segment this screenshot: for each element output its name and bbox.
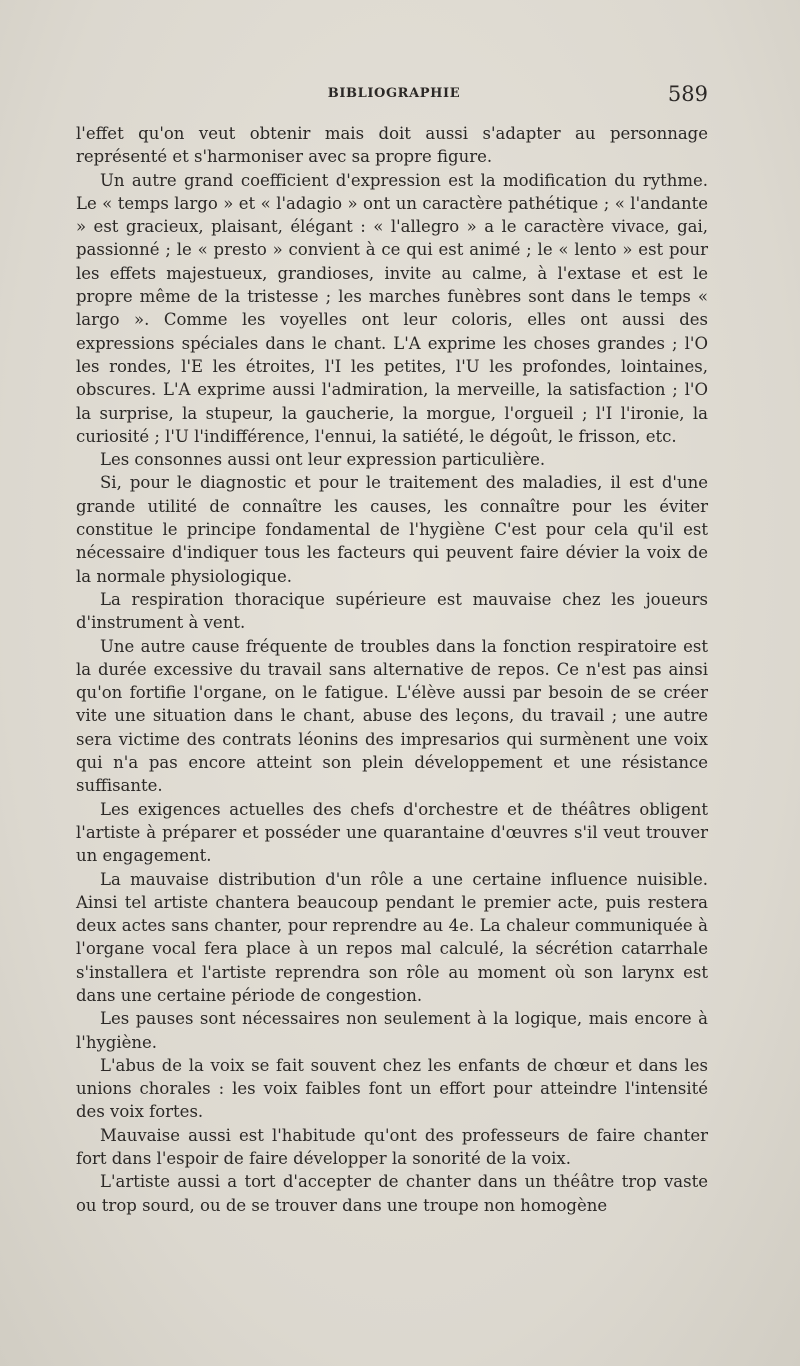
paragraph: L'artiste aussi a tort d'accepter de chanter dans un théâtre trop vaste ou trop sourd, ou de se trouver dans une troupe non homogène bbox=[76, 1172, 708, 1215]
body-text bbox=[76, 122, 708, 1217]
paragraph: Mauvaise aussi est l'habitude qu'ont des professeurs de faire chanter fort dans l'espoir de faire développer la sonorité de la voix. bbox=[76, 1125, 708, 1169]
paragraph: Un autre grand coefficient d'expression est la modification du rythme. Le « temps largo » et « l'adagio » ont un caractère pathétique ; « l'andante » est gracieux, plaisant, élégant : « l'allegro » a le caractère vivace, gai, passionné ; le « presto » convient à ce qui est animé ; le « lento » est pour les effets majestueux, grandioses, invite au calme, à l'extase et est le propre même de la tristesse ; les marches funèbres sont dans le temps « largo ». Comme les voyelles ont leur coloris, elles ont aussi des expressions spéciales dans le chant. L'A exprime les choses grandes ; l'O les rondes, l'E les étroites, l'I les petites, l'U les profondes, lointaines, obscures. L'A exprime aussi l'admiration, la merveille, la satisfaction ; l'O la surprise, la stupeur, la gaucherie, la morgue, l'orgueil ; l'I l'ironie, la curiosité ; l'U l'indifférence, l'ennui, la satiété, le dégoût, le frisson, etc. bbox=[76, 170, 708, 446]
paragraph: La respiration thoracique supérieure est mauvaise chez les joueurs d'instrument à vent. bbox=[76, 589, 708, 633]
paragraph: L'abus de la voix se fait souvent chez les enfants de chœur et dans les unions chorales : les voix faibles font un effort pour atteindre l'intensité des voix fortes. bbox=[76, 1055, 708, 1122]
page-header bbox=[80, 82, 708, 112]
page-number: 589 bbox=[667, 82, 708, 106]
paragraph: La mauvaise distribution d'un rôle a une certaine influence nuisible. Ainsi tel artiste chantera beaucoup pendant le premier acte, puis restera deux actes sans chanter, pour reprendre au 4e. La chaleur communiquée à l'organe vocal fera place à un repos mal calculé, la sécrétion catarrhale s'installera et l'artiste reprendra son rôle au moment où son larynx est dans une certaine période de congestion. bbox=[76, 869, 708, 1005]
paragraph: Les consonnes aussi ont leur expression particulière. bbox=[100, 450, 546, 470]
paragraph: Une autre cause fréquente de troubles dans la fonction respiratoire est la durée excessive du travail sans alternative de repos. Ce n'est pas ainsi qu'on fortifie l'organe, on le fatigue. L'élève aussi par besoin de se créer vite une situation dans le chant, abuse des leçons, du travail ; une autre sera victime des contrats léonins des impresarios qui surmènent une voix qui n'a pas encore atteint son plein développement et une résistance suffisante. bbox=[76, 636, 708, 796]
paragraph: Les pauses sont nécessaires non seulement à la logique, mais encore à l'hygiène. bbox=[76, 1009, 708, 1052]
paragraph: Si, pour le diagnostic et pour le traitement des maladies, il est d'une grande utilité de connaître les causes, les connaître pour les éviter constitue le principe fondamental de l'hygiène C'est pour cela qu'il est nécessaire d'indiquer tous les facteurs qui peuvent faire dévier la voix de la normale physiologique. bbox=[76, 473, 708, 586]
paragraph: l'effet qu'on veut obtenir mais doit aussi s'adapter au personnage représenté et s'harmoniser avec sa propre figure. bbox=[76, 124, 708, 167]
running-head: BIBLIOGRAPHIE bbox=[327, 86, 461, 101]
paragraph: Les exigences actuelles des chefs d'orchestre et de théâtres obligent l'artiste à préparer et posséder une quarantaine d'œuvres s'il veut trouver un engagement. bbox=[76, 799, 708, 866]
